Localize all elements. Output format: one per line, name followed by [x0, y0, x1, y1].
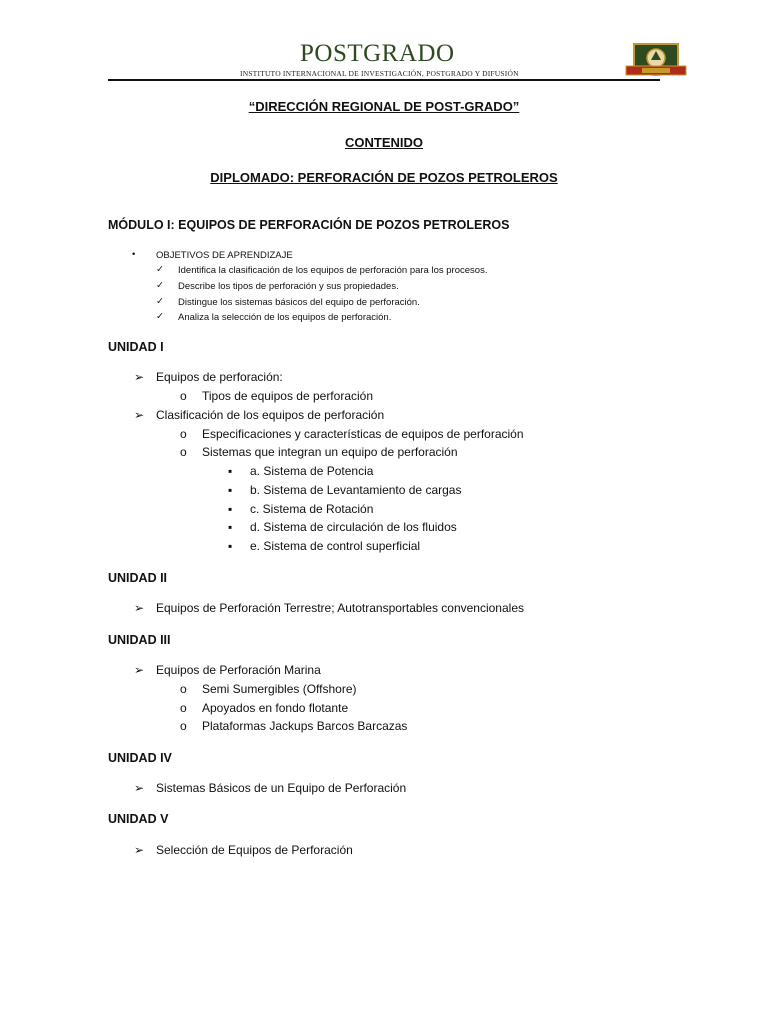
subtopic-item: Tipos de equipos de perforación: [202, 389, 373, 403]
circle-bullet-icon: o: [180, 389, 187, 403]
objective-item: Identifica la clasificación de los equipos de perforación para los procesos.: [178, 265, 488, 276]
arrow-bullet-icon: ➢: [134, 843, 145, 857]
circle-bullet-icon: o: [180, 427, 187, 441]
module-title: MÓDULO I: EQUIPOS DE PERFORACIÓN DE POZOS PETROLEROS: [108, 218, 510, 232]
diploma-title: DIPLOMADO: PERFORACIÓN DE POZOS PETROLEROS: [210, 170, 558, 185]
arrow-bullet-icon: ➢: [134, 370, 145, 384]
header-subtitle: INSTITUTO INTERNACIONAL DE INVESTIGACIÓN, POSTGRADO Y DIFUSIÓN: [240, 69, 519, 78]
topic-item: Selección de Equipos de Perforación: [156, 843, 353, 857]
check-icon: ✓: [156, 264, 164, 275]
circle-bullet-icon: o: [180, 701, 187, 715]
system-item: a. Sistema de Potencia: [250, 464, 374, 478]
topic-item: Equipos de perforación:: [156, 370, 283, 384]
topic-item: Sistemas Básicos de un Equipo de Perforación: [156, 781, 407, 795]
square-bullet-icon: ▪: [228, 483, 233, 497]
header-title: POSTGRADO: [300, 40, 455, 67]
unit-title: UNIDAD IV: [108, 751, 172, 765]
square-bullet-icon: ▪: [228, 520, 233, 534]
square-bullet-icon: ▪: [228, 464, 233, 478]
unit-title: UNIDAD V: [108, 812, 169, 826]
objective-item: Distingue los sistemas básicos del equipo de perforación.: [178, 297, 420, 308]
check-icon: ✓: [156, 280, 164, 291]
topic-item: Clasificación de los equipos de perforación: [156, 408, 385, 422]
bullet-icon: •: [132, 249, 136, 260]
subtopic-item: Semi Sumergibles (Offshore): [202, 682, 357, 696]
objective-item: Analiza la selección de los equipos de perforación.: [178, 312, 392, 323]
subtopic-item: Plataformas Jackups Barcos Barcazas: [202, 719, 408, 733]
institute-logo-icon: [624, 38, 688, 84]
topic-item: Equipos de Perforación Marina: [156, 663, 321, 677]
system-item: b. Sistema de Levantamiento de cargas: [250, 483, 462, 497]
circle-bullet-icon: o: [180, 445, 187, 459]
system-item: e. Sistema de control superficial: [250, 539, 421, 553]
subtopic-item: Apoyados en fondo flotante: [202, 701, 349, 715]
arrow-bullet-icon: ➢: [134, 408, 145, 422]
arrow-bullet-icon: ➢: [134, 601, 145, 615]
subtopic-item: Especificaciones y características de equipos de perforación: [202, 427, 524, 441]
check-icon: ✓: [156, 296, 164, 307]
check-icon: ✓: [156, 311, 164, 322]
header-divider: [108, 79, 660, 81]
document-heading: “DIRECCIÓN REGIONAL DE POST-GRADO”: [248, 99, 520, 114]
square-bullet-icon: ▪: [228, 502, 233, 516]
arrow-bullet-icon: ➢: [134, 663, 145, 677]
circle-bullet-icon: o: [180, 682, 187, 696]
objective-item: Describe los tipos de perforación y sus propiedades.: [178, 281, 399, 292]
topic-item: Equipos de Perforación Terrestre; Autotransportables convencionales: [156, 601, 524, 615]
unit-title: UNIDAD III: [108, 633, 171, 647]
system-item: d. Sistema de circulación de los fluidos: [250, 520, 457, 534]
unit-title: UNIDAD II: [108, 571, 168, 585]
subtopic-item: Sistemas que integran un equipo de perforación: [202, 445, 458, 459]
system-item: c. Sistema de Rotación: [250, 502, 374, 516]
circle-bullet-icon: o: [180, 719, 187, 733]
objectives-label: OBJETIVOS DE APRENDIZAJE: [156, 250, 293, 261]
contents-title: CONTENIDO: [345, 135, 423, 150]
arrow-bullet-icon: ➢: [134, 781, 145, 795]
unit-title: UNIDAD I: [108, 340, 164, 354]
square-bullet-icon: ▪: [228, 539, 233, 553]
